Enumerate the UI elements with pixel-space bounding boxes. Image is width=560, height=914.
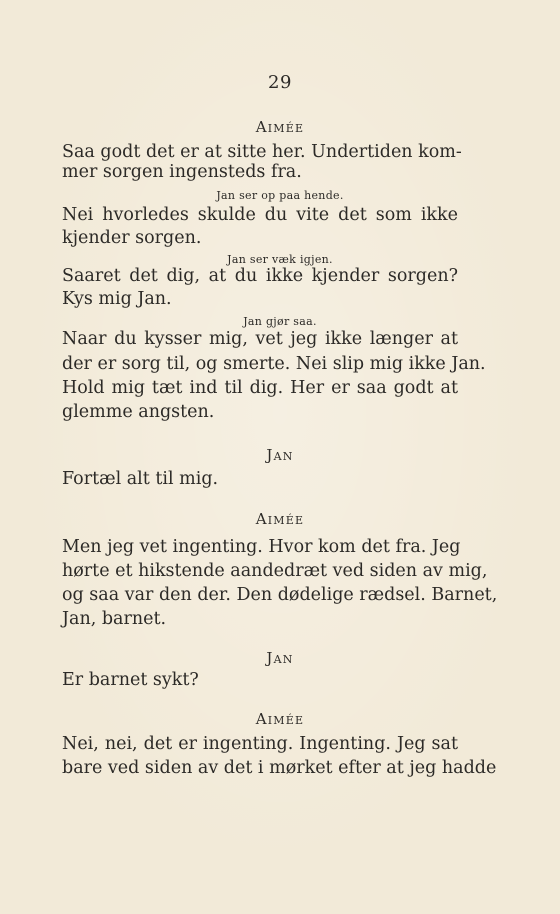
stage-direction: Jan ser op paa hende. bbox=[216, 189, 344, 202]
text-line: bare ved siden av det i mørket efter at jeg hadde bbox=[62, 758, 497, 778]
text-line: glemme angsten. bbox=[62, 402, 215, 422]
speaker-name: Aimée bbox=[255, 710, 305, 728]
text-line: Hold mig tæt ind til dig. Her er saa godt at bbox=[62, 378, 458, 398]
text-line: Naar du kysser mig, vet jeg ikke længer at bbox=[62, 329, 458, 349]
page-number: 29 bbox=[268, 72, 292, 93]
text-line: Jan, barnet. bbox=[62, 609, 167, 629]
text-line: Saa godt det er at sitte her. Undertiden kom- bbox=[62, 142, 462, 162]
text-line: Er barnet sykt? bbox=[62, 670, 199, 690]
text-line: der er sorg til, og smerte. Nei slip mig ikke Jan. bbox=[62, 354, 486, 374]
stage-direction: Jan gjør saa. bbox=[243, 315, 317, 328]
text-line: hørte et hikstende aandedræt ved siden av mig, bbox=[62, 561, 488, 581]
text-line: Nei, nei, det er ingenting. Ingenting. Jeg sat bbox=[62, 734, 458, 754]
text-line: og saa var den der. Den dødelige rædsel. Barnet, bbox=[62, 585, 498, 605]
speaker-name: Aimée bbox=[255, 510, 305, 528]
text-line: mer sorgen ingensteds fra. bbox=[62, 162, 302, 182]
stage-direction: Jan ser væk igjen. bbox=[227, 253, 333, 266]
text-line: Men jeg vet ingenting. Hvor kom det fra. Jeg bbox=[62, 537, 461, 557]
speaker-name: Aimée bbox=[255, 118, 305, 136]
text-line: Nei hvorledes skulde du vite det som ikke bbox=[62, 205, 458, 225]
text-line: kjender sorgen. bbox=[62, 228, 202, 248]
text-line: Kys mig Jan. bbox=[62, 289, 172, 309]
speaker-name: Jan bbox=[266, 446, 294, 464]
text-line: Saaret det dig, at du ikke kjender sorgen? bbox=[62, 266, 458, 286]
text-line: Fortæl alt til mig. bbox=[62, 469, 219, 489]
speaker-name: Jan bbox=[266, 649, 294, 667]
